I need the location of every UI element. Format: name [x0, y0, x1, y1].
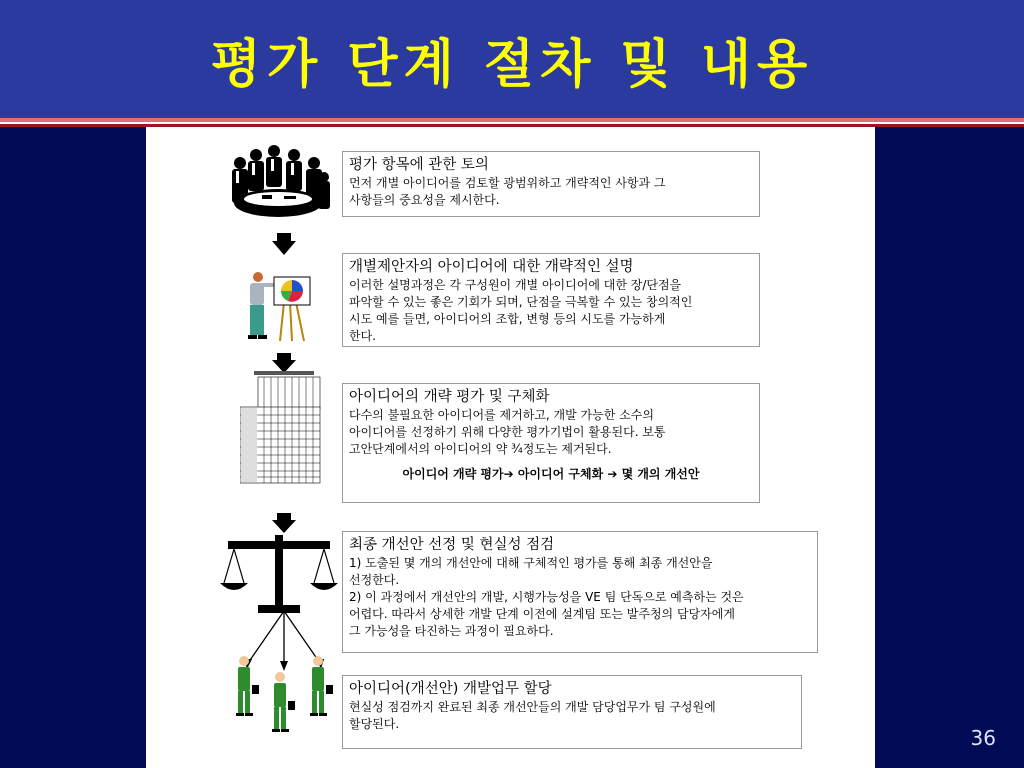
step-summary: 아이디어 개략 평가➔ 아이디어 구체화 ➔ 몇 개의 개선안: [402, 467, 700, 481]
step-line: 2) 이 과정에서 개선안의 개발, 시행가능성을 VE 팀 단독으로 예측하는 것은: [349, 590, 744, 604]
team-members-illustration: [230, 651, 340, 745]
step-title: 평가 항목에 관한 토의: [349, 157, 489, 173]
page-number: 36: [970, 726, 996, 750]
step-line: 할당된다.: [349, 717, 400, 731]
slide-title: 평가 단계 절차 및 내용: [210, 35, 814, 95]
down-arrow-icon: [272, 233, 296, 255]
step-line: 파악할 수 있는 좋은 기회가 되며, 단점을 극복할 수 있는 창의적인: [349, 295, 693, 309]
step-box-3: [342, 383, 760, 503]
step-title: 아이디어(개선안) 개발업무 할당: [349, 681, 552, 697]
step-line: 다수의 불필요한 아이디어를 제거하고, 개발 가능한 소수의: [349, 408, 654, 422]
step-line: 고안단계에서의 아이디어의 약 ¾정도는 제거된다.: [349, 442, 612, 456]
step-line: 1) 도출된 몇 개의 개선안에 대해 구체적인 평가를 통해 최종 개선안을: [349, 556, 713, 570]
step-line: 이러한 설명과정은 각 구성원이 개별 아이디어에 대한 장/단점을: [349, 278, 682, 292]
step-line: 먼저 개별 아이디어를 검토할 광범위하고 개략적인 사항과 그: [349, 176, 666, 190]
step-line: 그 가능성을 타진하는 과정이 필요하다.: [349, 624, 554, 638]
down-arrow-icon: [272, 513, 296, 533]
step-box-2: [342, 253, 760, 347]
step-line: 사항들의 중요성을 제시한다.: [349, 193, 500, 207]
step-line: 현실성 점검까지 완료된 최종 개선안들의 개발 담당업무가 팀 구성원에: [349, 700, 716, 714]
content-panel: [146, 127, 875, 768]
step-line: 아이디어를 선정하기 위해 다양한 평가기법이 활용된다. 보통: [349, 425, 666, 439]
step-line: 선정한다.: [349, 573, 400, 587]
step-line: 어렵다. 따라서 상세한 개발 단계 이전에 설계팀 또는 발주청의 담당자에게: [349, 607, 735, 621]
evaluation-matrix-illustration: [240, 371, 322, 485]
step-box-1: [342, 151, 760, 217]
step-title: 최종 개선안 선정 및 현실성 점검: [349, 537, 555, 553]
step-box-5: [342, 675, 802, 749]
step-title: 아이디어의 개략 평가 및 구체화: [349, 389, 550, 405]
presenter-easel-illustration: [236, 267, 316, 347]
step-title: 개별제안자의 아이디어에 대한 개략적인 설명: [349, 259, 634, 275]
down-arrow-icon: [272, 353, 296, 373]
balance-scale-illustration: [220, 535, 338, 615]
meeting-group-illustration: [222, 141, 334, 223]
step-line: 시도 예를 들면, 아이디어의 조합, 변형 등의 시도를 가능하게: [349, 312, 666, 326]
step-line: 한다.: [349, 329, 376, 343]
step-box-4: [342, 531, 818, 653]
